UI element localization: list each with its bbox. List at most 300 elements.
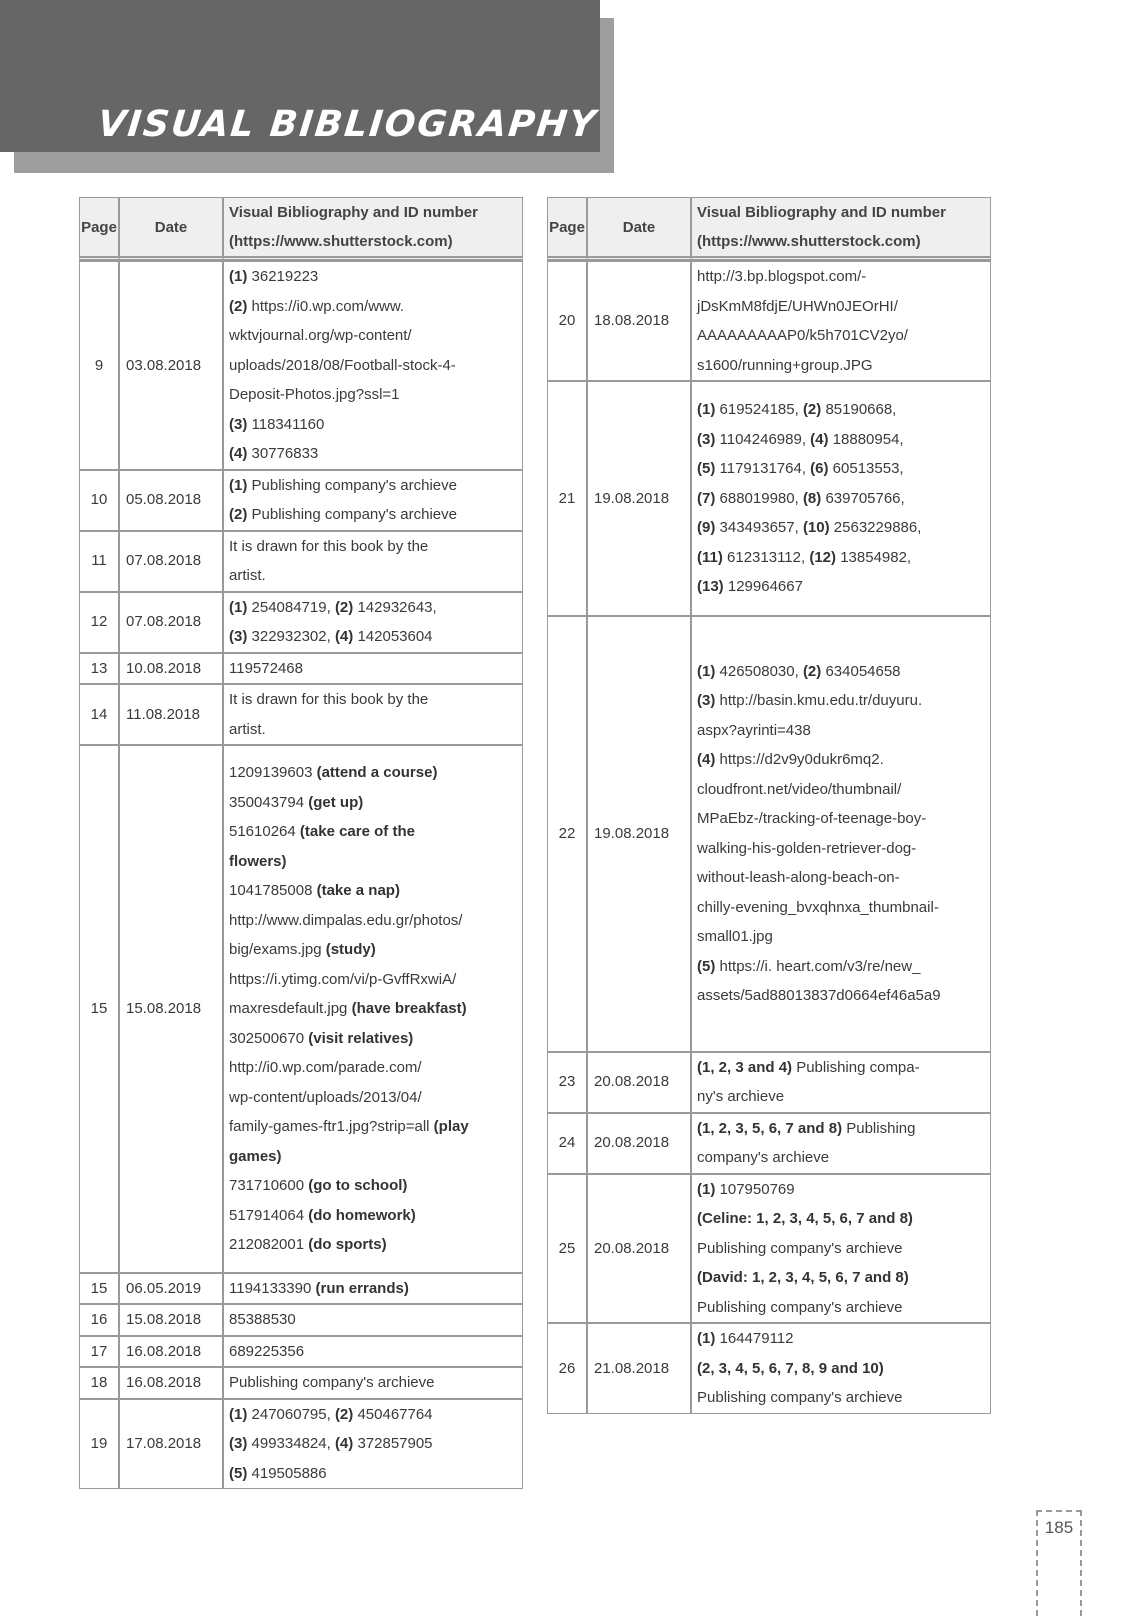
table-row [547,1113,991,1174]
text: Publishing company's archieve [229,1374,435,1391]
text: 107950769 [715,1180,795,1198]
column-header-description-line1: Visual Bibliography and ID number [229,204,478,221]
description-line [229,1112,519,1142]
text: Publishing compa- [792,1058,920,1076]
description-line [229,906,519,936]
description-line [229,1274,519,1304]
cell-description [691,616,991,1052]
text: http://basin.kmu.edu.tr/duyuru. [715,692,923,709]
description-line [229,1083,519,1113]
description-line [697,922,987,952]
bold-text: (1) [697,1330,716,1347]
text: 129964667 [723,578,803,595]
cell-page: 16 [79,1304,119,1336]
cell-description [223,653,523,685]
cell-description [223,470,523,531]
text: 1194133390 [229,1279,316,1297]
text: AAAAAAAAAP0/k5h701CV2yo/ [697,327,908,344]
cell-date: 21.08.2018 [587,1323,691,1414]
page-title: VISUAL BIBLIOGRAPHY [95,104,600,145]
text: s1600/running+group.JPG [697,356,873,374]
description-line [229,965,519,995]
description-line [229,1337,519,1367]
bold-text: (13) [697,578,724,595]
table-row [79,531,523,592]
table-row [79,1273,523,1305]
bold-text: (2) [802,662,822,680]
cell-date: 16.08.2018 [119,1367,223,1399]
description-line [229,593,519,623]
cell-description [223,1399,523,1490]
bold-text: flowers) [229,852,287,870]
cell-description [691,1174,991,1324]
description-line [229,1024,519,1054]
cell-date: 07.08.2018 [119,592,223,653]
text: Publishing company's archieve [697,1389,903,1406]
description-line [697,657,987,687]
cell-page: 24 [547,1113,587,1174]
description-line [697,1234,987,1264]
cell-date: 03.08.2018 [119,261,223,470]
bold-text: games) [229,1147,282,1165]
table-row [79,1304,523,1336]
description-line [229,1171,519,1201]
text: 1209139603 [229,764,317,781]
title-banner [0,0,600,152]
description-line [229,351,519,381]
description-line [229,847,519,877]
cell-page: 20 [547,261,587,381]
description-line [229,1230,519,1260]
description-line [229,1201,519,1231]
cell-page: 9 [79,261,119,470]
description-line [697,1204,987,1234]
table-row [547,381,991,616]
bold-text: (1, 2, 3, 5, 6, 7 and 8) [697,1119,843,1137]
column-header-page: Page [547,197,587,261]
description-line [697,351,987,381]
column-header-description-line1: Visual Bibliography and ID number [697,204,946,221]
bold-text: (3) [697,692,716,709]
bold-text: (1) [697,662,716,680]
text: 85388530 [229,1311,296,1328]
text: 322932302, [247,628,335,645]
text: 1179131764, [715,460,811,477]
description-line [697,1114,987,1144]
bold-text: (5) [697,957,716,975]
text: 639705766, [821,489,905,507]
text: 689225356 [229,1342,305,1360]
bold-text: (2, 3, 4, 5, 6, 7, 8, 9 and 10) [697,1359,884,1377]
bold-text: (1, 2, 3 and 4) [697,1058,793,1076]
bold-text: (1) [229,598,248,616]
description-line [229,1400,519,1430]
text: wp-content/uploads/2013/04/ [229,1088,422,1106]
table-row [79,1336,523,1368]
text: It is drawn for this book by the [229,691,429,708]
table-row [547,1052,991,1113]
text: 419505886 [247,1464,327,1482]
description-line [229,994,519,1024]
description-line [229,1142,519,1172]
column-header-description [691,197,991,261]
text: Publishing company's archieve [247,506,457,523]
table-row [547,1174,991,1324]
cell-date: 15.08.2018 [119,1304,223,1336]
column-header-date: Date [119,197,223,261]
text: wktvjournal.org/wp-content/ [229,327,412,344]
bold-text: (1) [229,268,248,285]
cell-page: 10 [79,470,119,531]
text: chilly-evening_bvxqhnxa_thumbnail- [697,898,939,916]
description-line [697,292,987,322]
page-number: 185 [1044,1518,1074,1537]
description-line [229,715,519,745]
text: 2563229886, [829,519,922,536]
text: Deposit-Photos.jpg?ssl=1 [229,386,400,403]
text: artist. [229,720,266,738]
text: aspx?ayrinti=438 [697,721,811,739]
bold-text: (go to school) [308,1177,408,1194]
text: https://d2v9y0dukr6mq2. [715,751,884,768]
text: 212082001 [229,1236,309,1253]
cell-date: 20.08.2018 [587,1052,691,1113]
description-line [697,686,987,716]
cell-page: 13 [79,653,119,685]
description-line [697,543,987,573]
description-line [697,1175,987,1205]
bold-text: (Celine: 1, 2, 3, 4, 5, 6, 7 and 8) [697,1210,913,1227]
bold-text: (do homework) [308,1206,416,1224]
description-line [229,1053,519,1083]
bibliography-table-left [79,197,523,1489]
description-line [697,262,987,292]
text: 30776833 [247,445,319,462]
bold-text: (1) [229,476,248,494]
description-line [697,454,987,484]
bold-text: (have breakfast) [351,1000,467,1017]
bold-text: (4) [810,430,829,448]
text: Publishing company's archieve [247,476,457,494]
table-row [79,1399,523,1490]
bold-text: (play [433,1118,469,1135]
text: 302500670 [229,1029,309,1047]
bold-text: (10) [802,519,830,536]
bold-text: (visit relatives) [308,1029,414,1047]
cell-description [223,1304,523,1336]
cell-page: 22 [547,616,587,1052]
text: Publishing company's archieve [697,1298,903,1316]
cell-page: 26 [547,1323,587,1414]
description-line [697,1383,987,1413]
table-row [79,684,523,745]
bibliography-table-right [547,197,991,1414]
text: ny's archieve [697,1088,785,1105]
column-header-date: Date [587,197,691,261]
bold-text: (3) [697,430,716,448]
cell-description [223,684,523,745]
description-line [229,1459,519,1489]
bold-text: (4) [334,1435,354,1452]
text: http://www.dimpalas.edu.gr/photos/ [229,911,463,929]
description-line [229,1305,519,1335]
description-line [229,561,519,591]
text: 619524185, [715,401,803,418]
bold-text: (4) [697,751,716,768]
description-line [697,395,987,425]
cell-page: 18 [79,1367,119,1399]
description-line [697,745,987,775]
column-header-description-line2: (https://www.shutterstock.com) [229,233,453,250]
bold-text: (11) [697,548,723,566]
cell-date: 20.08.2018 [587,1113,691,1174]
text: 426508030, [715,662,803,680]
text: 60513553, [828,460,904,477]
cell-date: 11.08.2018 [119,684,223,745]
cell-date: 16.08.2018 [119,1336,223,1368]
cell-date: 19.08.2018 [587,616,691,1052]
cell-page: 11 [79,531,119,592]
description-line [697,775,987,805]
cell-date: 05.08.2018 [119,470,223,531]
bold-text: (1) [697,1180,716,1198]
description-line [697,1263,987,1293]
column-header-description-line2: (https://www.shutterstock.com) [697,233,921,250]
table-row [79,261,523,470]
table-header-row [79,197,523,261]
text: 85190668, [821,401,897,418]
description-line [229,262,519,292]
column-header-description [223,197,523,261]
description-line [697,804,987,834]
table-row [547,261,991,381]
text: 731710600 [229,1177,309,1194]
description-line [229,532,519,562]
text: Publishing [842,1119,916,1137]
bold-text: (attend a course) [316,764,438,781]
cell-date: 07.08.2018 [119,531,223,592]
description-line [229,321,519,351]
text: cloudfront.net/video/thumbnail/ [697,780,902,798]
text: walking-his-golden-retriever-dog- [697,839,917,857]
text: https://i0.wp.com/www. [247,297,405,315]
bold-text: (5) [229,1464,248,1482]
description-line [229,439,519,469]
description-line [229,1429,519,1459]
text: 142053604 [353,628,433,645]
text: family-games-ftr1.jpg?strip=all [229,1118,434,1135]
text: 13854982, [836,548,912,566]
description-line [229,410,519,440]
column-header-page: Page [79,197,119,261]
text: company's archieve [697,1149,830,1166]
description-line [229,500,519,530]
description-line [697,952,987,982]
bold-text: (4) [229,445,248,462]
description-line [697,981,987,1011]
text: small01.jpg [697,928,773,945]
bold-text: (4) [334,628,354,645]
bold-text: (3) [229,1435,248,1452]
cell-page: 21 [547,381,587,616]
cell-description [691,1052,991,1113]
description-line [229,471,519,501]
text: http://3.bp.blogspot.com/- [697,268,867,285]
text: 1041785008 [229,882,317,899]
text: without-leash-along-beach-on- [697,869,900,886]
page-number-box [1036,1510,1082,1616]
text: 142932643, [353,598,437,616]
text: 119572468 [229,659,303,677]
bold-text: (study) [325,941,376,958]
text: jDsKmM8fdjE/UHWn0JEOrHI/ [697,297,898,315]
text: 164479112 [715,1330,794,1347]
cell-description [223,1336,523,1368]
cell-page: 15 [79,1273,119,1305]
bold-text: (do sports) [308,1236,387,1253]
text: 247060795, [247,1405,335,1423]
text: MPaEbz-/tracking-of-teenage-boy- [697,810,927,827]
cell-date: 06.05.2019 [119,1273,223,1305]
description-line [229,685,519,715]
description-line [697,863,987,893]
cell-date: 17.08.2018 [119,1399,223,1490]
table-row [547,1323,991,1414]
description-line [697,1053,987,1083]
description-line [229,935,519,965]
cell-description [223,592,523,653]
table-row [79,653,523,685]
bold-text: (3) [229,415,248,433]
bold-text: (David: 1, 2, 3, 4, 5, 6, 7 and 8) [697,1269,909,1286]
cell-page: 15 [79,745,119,1273]
text: 1104246989, [715,430,811,448]
description-line [697,1082,987,1112]
description-line [697,321,987,351]
bold-text: (take a nap) [316,882,400,899]
cell-page: 25 [547,1174,587,1324]
description-line [229,788,519,818]
description-line [229,758,519,788]
description-line [229,622,519,652]
text: It is drawn for this book by the [229,537,429,555]
description-line [697,572,987,602]
bold-text: (7) [697,489,716,507]
text: artist. [229,567,266,584]
bold-text: (1) [229,1405,248,1423]
cell-date: 20.08.2018 [587,1174,691,1324]
text: 254084719, [247,598,335,616]
bold-text: (3) [229,628,248,645]
description-line [697,484,987,514]
description-line [229,817,519,847]
text: 688019980, [715,489,803,507]
bold-text: (8) [802,489,822,507]
description-line [697,1293,987,1323]
description-line [697,513,987,543]
description-line [229,1368,519,1398]
bold-text: (2) [334,1405,354,1423]
text: 450467764 [353,1405,433,1423]
description-line [229,380,519,410]
cell-page: 17 [79,1336,119,1368]
text: 118341160 [247,415,325,433]
description-line [697,716,987,746]
cell-description [223,745,523,1273]
text: 51610264 [229,823,300,840]
description-line [697,1354,987,1384]
description-line [697,1324,987,1354]
cell-description [691,1323,991,1414]
bold-text: (2) [802,401,822,418]
cell-page: 14 [79,684,119,745]
bold-text: (6) [810,460,829,477]
description-line [697,893,987,923]
description-line [229,292,519,322]
text: uploads/2018/08/Football-stock-4- [229,356,456,374]
cell-description [223,1367,523,1399]
cell-date: 18.08.2018 [587,261,691,381]
bold-text: (run errands) [315,1279,409,1297]
cell-description [691,381,991,616]
text: https://i. heart.com/v3/re/new_ [715,957,921,975]
cell-description [691,261,991,381]
bold-text: (5) [697,460,716,477]
table-row [547,616,991,1052]
description-line [697,834,987,864]
text: 634054658 [821,662,901,680]
text: maxresdefault.jpg [229,1000,352,1017]
bold-text: (12) [809,548,837,566]
text: Publishing company's archieve [697,1239,903,1257]
bold-text: (2) [229,297,248,315]
cell-date: 19.08.2018 [587,381,691,616]
cell-description [223,1273,523,1305]
table-body [79,261,523,1489]
cell-page: 23 [547,1052,587,1113]
bold-text: (2) [334,598,354,616]
cell-description [223,531,523,592]
text: 372857905 [353,1435,433,1452]
cell-page: 19 [79,1399,119,1490]
text: 343493657, [715,519,803,536]
description-line [229,654,519,684]
bold-text: (1) [697,401,716,418]
cell-date: 15.08.2018 [119,745,223,1273]
table-row [79,1367,523,1399]
text: assets/5ad88013837d0664ef46a5a9 [697,987,941,1004]
bold-text: (get up) [308,793,364,811]
table-header-row [547,197,991,261]
description-line [697,1143,987,1173]
text: 517914064 [229,1206,309,1224]
table-row [79,592,523,653]
text: 36219223 [247,268,319,285]
text: 18880954, [828,430,904,448]
text: https://i.ytimg.com/vi/p-GvffRxwiA/ [229,970,457,988]
cell-page: 12 [79,592,119,653]
text: http://i0.wp.com/parade.com/ [229,1059,422,1076]
text: 612313112, [722,548,810,566]
text: big/exams.jpg [229,941,326,958]
cell-description [223,261,523,470]
table-row [79,745,523,1273]
bold-text: (9) [697,519,716,536]
cell-description [691,1113,991,1174]
bold-text: (take care of the [299,823,415,840]
description-line [229,876,519,906]
description-line [697,425,987,455]
